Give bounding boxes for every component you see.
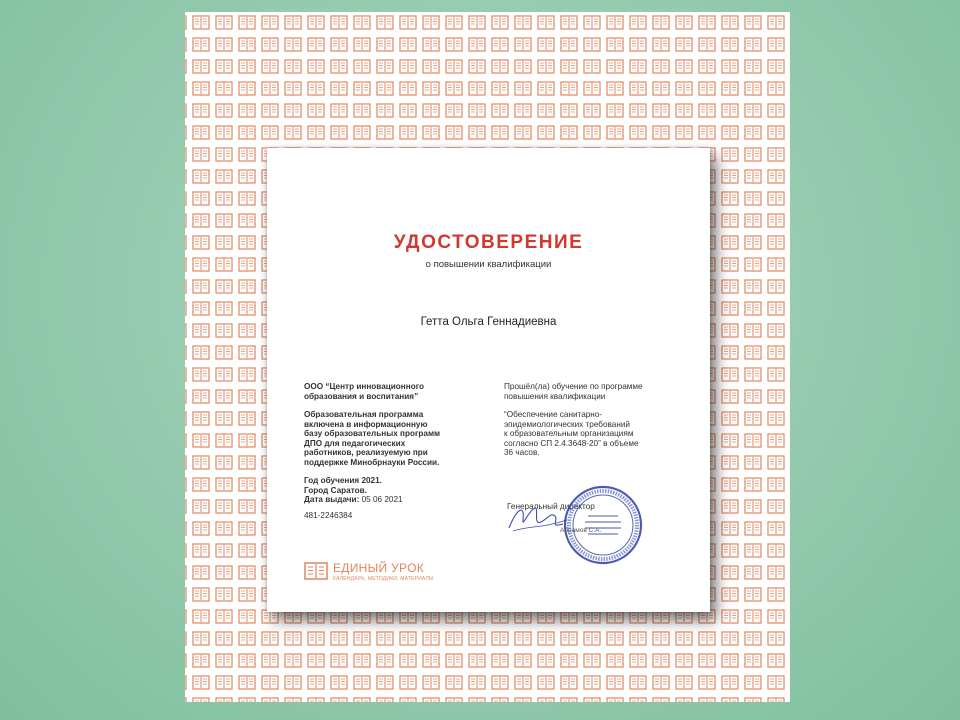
logo-name: ЕДИНЫЙ УРОК bbox=[333, 561, 424, 575]
issue-date-line bbox=[304, 495, 489, 505]
program-note: Образовательная программа включена в информационную базу образовательных программ ДПО для педагогических работников, реализуемую при поддержке Минобрнауки России. bbox=[304, 410, 441, 467]
book-logo-icon bbox=[304, 562, 328, 580]
registration-number: 481-2246384 bbox=[304, 510, 353, 520]
study-year: Год обучения 2021. bbox=[304, 476, 382, 485]
program-intro: Прошёл(ла) обучение по программе повышения квалификации bbox=[504, 382, 643, 401]
certificate-title: УДОСТОВЕРЕНИЕ bbox=[393, 232, 584, 253]
right-column bbox=[504, 382, 684, 458]
left-column bbox=[304, 382, 489, 520]
program-description: “Обеспечение санитарно- эпидемиологических требований к образовательным организациям согласно СП 2.4.3648-20” в объеме 36 часов. bbox=[504, 410, 639, 457]
edinyi-urok-logo bbox=[304, 560, 504, 584]
recipient-name: Гетта Ольга Геннадиевна bbox=[420, 316, 557, 328]
logo-tagline: КАЛЕНДАРЬ, МЕТОДИКИ, МАТЕРИАЛЫ bbox=[333, 576, 434, 582]
issue-date-value: 05 06 2021 bbox=[361, 495, 403, 504]
city: Город Саратов. bbox=[304, 485, 367, 495]
organization-name: ООО “Центр инновационного образования и воспитания” bbox=[304, 382, 425, 401]
certificate-document bbox=[267, 148, 710, 612]
director-name: Абрамов С.А. bbox=[560, 527, 602, 534]
director-label: Генеральный директор bbox=[507, 502, 595, 511]
organization-stamp bbox=[560, 482, 646, 568]
certificate-subtitle: о повышении квалификации bbox=[425, 259, 552, 270]
issue-date-label: Дата выдачи: bbox=[304, 495, 360, 504]
